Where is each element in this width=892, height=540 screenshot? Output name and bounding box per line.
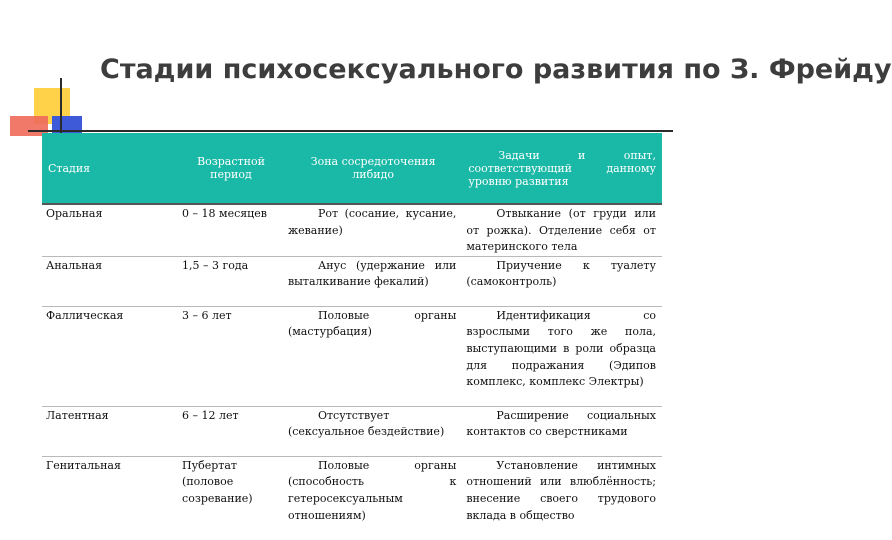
stages-table [42,133,662,536]
stage-cell: Оральная [42,204,178,256]
zone-cell: Анус (удержание или выталкивание фекалий) [284,256,462,306]
age-cell: 6 – 12 лет [178,406,284,456]
stage-cell: Генитальная [42,456,178,536]
header-tasks: Задачи и опыт, соответствующий данному уровню развития [462,133,662,204]
table-row [42,456,662,536]
tasks-cell: Отвыкание (от груди или от рожка). Отделение себя от материнского тела [462,204,662,256]
tasks-cell: Идентификация со взрослыми того же пола, выступающими в роли образца для подражания (Эдипов комплекс, комплекс Электры) [462,306,662,406]
table-header-row [42,133,662,204]
age-cell: 1,5 – 3 года [178,256,284,306]
table-row [42,256,662,306]
stage-cell: Анальная [42,256,178,306]
table-row [42,204,662,256]
table-row [42,406,662,456]
tasks-cell: Расширение социальных контактов со сверстниками [462,406,662,456]
age-cell: 0 – 18 месяцев [178,204,284,256]
tasks-cell: Приучение к туалету (самоконтроль) [462,256,662,306]
tasks-cell: Установление интимных отношений или влюблённость; внесение своего трудового вклада в общество [462,456,662,536]
header-zone: Зона сосредоточения либидо [284,133,462,204]
zone-cell: Половые органы (мастурбация) [284,306,462,406]
age-cell: 3 – 6 лет [178,306,284,406]
zone-cell: Отсутствует (сексуальное бездействие) [284,406,462,456]
header-stage: Стадия [42,133,178,204]
header-age: Возрастной период [178,133,284,204]
zone-cell: Половые органы (способность к гетеросексуальным отношениям) [284,456,462,536]
stages-table-container [42,133,662,536]
age-cell: Пубертат (половое созревание) [178,456,284,536]
stage-cell: Фаллическая [42,306,178,406]
zone-cell: Рот (сосание, кусание, жевание) [284,204,462,256]
slide-title: Стадии психосексуального развития по З. Фрейду [100,54,892,85]
stage-cell: Латентная [42,406,178,456]
decor-horizontal-line [28,130,673,132]
table-row [42,306,662,406]
